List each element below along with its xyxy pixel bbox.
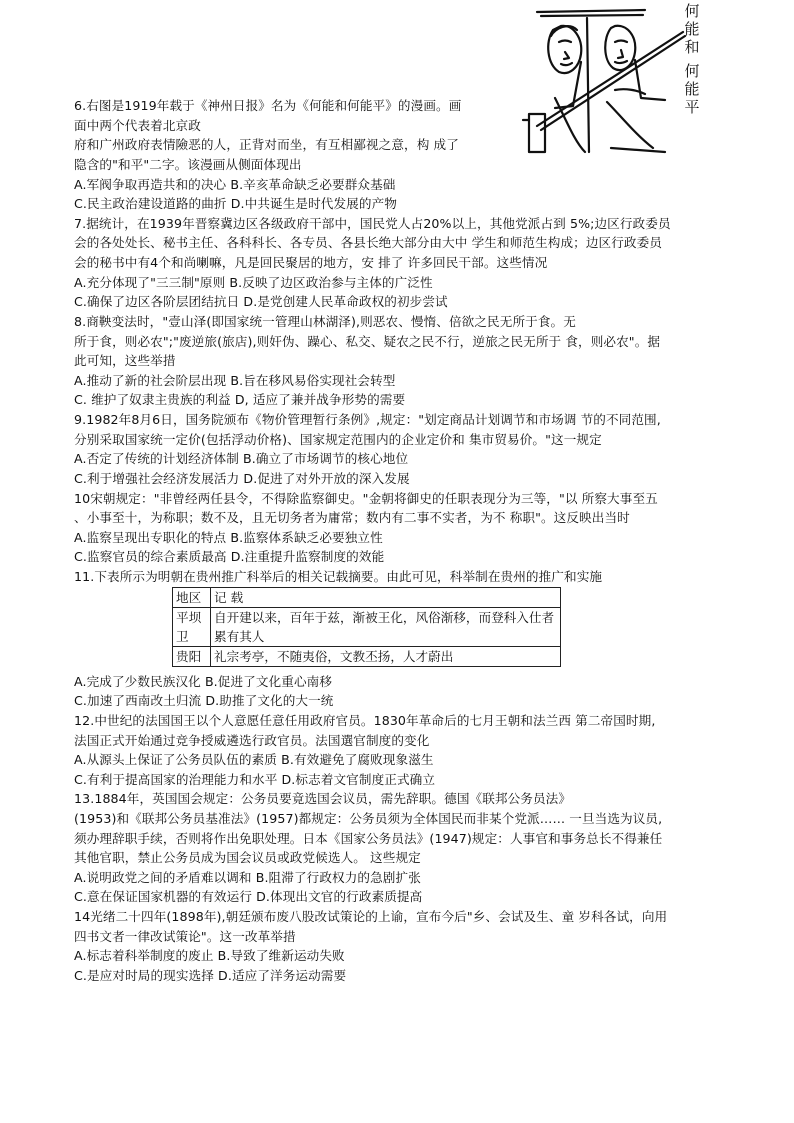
table-row <box>173 647 561 667</box>
question-13-options-ab: A.说明政党之间的矛盾难以调和 B.阻滞了行政权力的急剧扩张 <box>74 870 421 885</box>
question-14-stem-line-2: 四书文者一律改试策论"。这一改革举措 <box>74 929 296 944</box>
question-8-stem-line-2: 所于食，则必农";"废逆旅(旅店),则奸伪、躁心、私交、疑农之民不行，逆旅之民无所于 食，则必农"。据 <box>74 334 661 349</box>
question-12-options-cd: C.有利于提高国家的治理能力和水平 D.标志着文官制度正式确立 <box>74 772 436 787</box>
cartoon-caption-col1: 何 能 <box>684 2 700 38</box>
question-10-options-cd: C.监察官员的综合素质最高 D.注重提升监察制度的效能 <box>74 549 385 564</box>
cartoon-caption-col3: 何 能 平 <box>684 62 700 116</box>
question-6-stem-line-3: 府和广州政府表情險恶的人，正背对而坐，有互相鄙视之意，构 成了 <box>74 137 459 152</box>
question-13-options-cd: C.意在保证国家机器的有效运行 D.体现出文官的行政素质提高 <box>74 889 423 904</box>
question-13-stem-line-4: 其他官职，禁止公务员成为国会议员或政党候选人。 这些规定 <box>74 850 421 865</box>
question-13-stem-line-3: 须办理辞职手续，否则将作出免职处理。日本《国家公务员法》(1947)规定：人事官和事务总长不得兼任 <box>74 831 663 846</box>
question-7-stem-line-2: 会的各处处长、秘书主任、各科科长、各专员、各县长绝大部分由大中 学生和师范生构成；边区行政委员 <box>74 235 663 250</box>
question-14-options-ab: A.标志着科举制度的废止 B.导致了维新运动失败 <box>74 948 345 963</box>
question-6-options-ab: A.军阀争取再造共和的决心 B.辛亥革命缺乏必要群众基础 <box>74 177 396 192</box>
question-8-options-ab: A.推动了新的社会阶层出现 B.旨在移风易俗实现社会转型 <box>74 373 396 388</box>
question-13-stem-line-2: (1953)和《联邦公务员基准法》(1957)都规定：公务员须为全体国民而非某个党派…… 一旦当选为议员, <box>74 811 663 826</box>
question-12-stem-line-1: 12.中世纪的法国国王以个人意愿任意任用政府官员。1830年革命后的七月王朝和法兰西 第二帝国时期, <box>74 713 656 728</box>
question-7-options-cd: C.确保了边区各阶层团结抗日 D.是党创建人民革命政权的初步尝试 <box>74 294 448 309</box>
question-6-stem-line-4: 隐含的"和平"二字。该漫画从侧面体现出 <box>74 157 302 172</box>
question-10-options-ab: A.监察呈现出专职化的特点 B.监察体系缺乏必要独立性 <box>74 530 383 545</box>
question-8-stem-line-3: 此可知，这些举措 <box>74 353 176 368</box>
question-9-stem-line-1: 9.1982年8月6日，国务院颁布《物价管理暂行条例》,规定："划定商品计划调节和市场调 节的不同范围, <box>74 412 661 427</box>
question-14-stem-line-1: 14光绪二十四年(1898年),朝廷颁布废八股改试策论的上谕，宣布今后"乡、会试及生、童 岁科各试，向用 <box>74 909 668 924</box>
table-cell-record: 自开建以来，百年于兹，渐被王化，风俗渐移，而登科入仕者累有其人 <box>211 608 561 647</box>
question-11-table <box>172 587 561 667</box>
question-10-stem-line-2: 、小事至十，为称职；数不及，且无切务者为庸常；数内有二事不实者，为不 称职"。这反映出当时 <box>74 510 630 525</box>
question-7-options-ab: A.充分体现了"三三制"原则 B.反映了边区政治参与主体的广泛性 <box>74 275 433 290</box>
table-header-row <box>173 588 561 608</box>
question-12-options-ab: A.从源头上保证了公务员队伍的素质 B.有效避免了腐败现象滋生 <box>74 752 434 767</box>
cartoon-caption-col2: 和 <box>684 38 700 56</box>
question-8-options-cd: C. 维护了奴隶主贵族的利益 D, 适应了兼并战争形势的需要 <box>74 392 406 407</box>
question-11-stem: 11.下表所示为明朝在贵州推广科举后的相关记载摘要。由此可见，科举制在贵州的推广和实施 <box>74 569 603 584</box>
table-cell-region: 贵阳 <box>173 647 211 667</box>
question-7-stem-line-3: 会的秘书中有4个和尚喇嘛，凡是回民聚居的地方，安 排了 许多回民干部。这些情况 <box>74 255 548 270</box>
question-14-options-cd: C.是应对时局的现实选择 D.适应了洋务运动需要 <box>74 968 347 983</box>
question-11-options-cd: C.加速了西南改土归流 D.助推了文化的大一统 <box>74 693 334 708</box>
question-6-stem-line-2: 面中两个代表着北京政 <box>74 118 201 133</box>
question-9-options-ab: A.否定了传统的计划经济体制 B.确立了市场调节的核心地位 <box>74 451 409 466</box>
question-9-options-cd: C.利于增强社会经济发展活力 D.促进了对外开放的深入发展 <box>74 471 410 486</box>
question-12-stem-line-2: 法国正式开始通过竞争授威遴选行政官员。法国選官制度的变化 <box>74 733 430 748</box>
question-10-stem-line-1: 10宋朝规定："非曾经两任县令，不得除监察御史。"金朝将御史的任职表现分为三等，"以 所察大事至五 <box>74 491 658 506</box>
question-8-stem-line-1: 8.商鞅变法时，"壹山泽(即国家统一管理山林湖泽),则恶农、慢惰、倍欲之民无所于食。无 <box>74 314 576 329</box>
table-row <box>173 608 561 647</box>
question-6-stem-line-1: 6.右图是1919年载于《神州日报》名为《何能和何能平》的漫画。画 <box>74 98 462 113</box>
question-6-options-cd: C.民主政治建设道路的曲折 D.中共诞生是时代发展的产物 <box>74 196 397 211</box>
table-header-cell: 记 载 <box>211 588 561 608</box>
cartoon-illustration <box>515 2 730 160</box>
question-11-options-ab: A.完成了少数民族汉化 B.促进了文化重心南移 <box>74 674 333 689</box>
table-cell-record: 礼宗考亭，不随夷俗，文教丕扬，人才蔚出 <box>211 647 561 667</box>
table-header-cell: 地区 <box>173 588 211 608</box>
question-9-stem-line-2: 分别采取国家统一定价(包括浮动价格)、国家规定范围内的企业定价和 集市贸易价。"这一规定 <box>74 432 602 447</box>
question-7-stem-line-1: 7.据统计，在1939年晋察冀边区各级政府干部中，国民党人占20%以上，其他党派占到 5%;边区行政委员 <box>74 216 671 231</box>
table-cell-region: 平坝卫 <box>173 608 211 647</box>
question-13-stem-line-1: 13.1884年，英国国会规定：公务员要竟选国会议员，需先辞职。德国《联邦公务员法》 <box>74 791 572 806</box>
